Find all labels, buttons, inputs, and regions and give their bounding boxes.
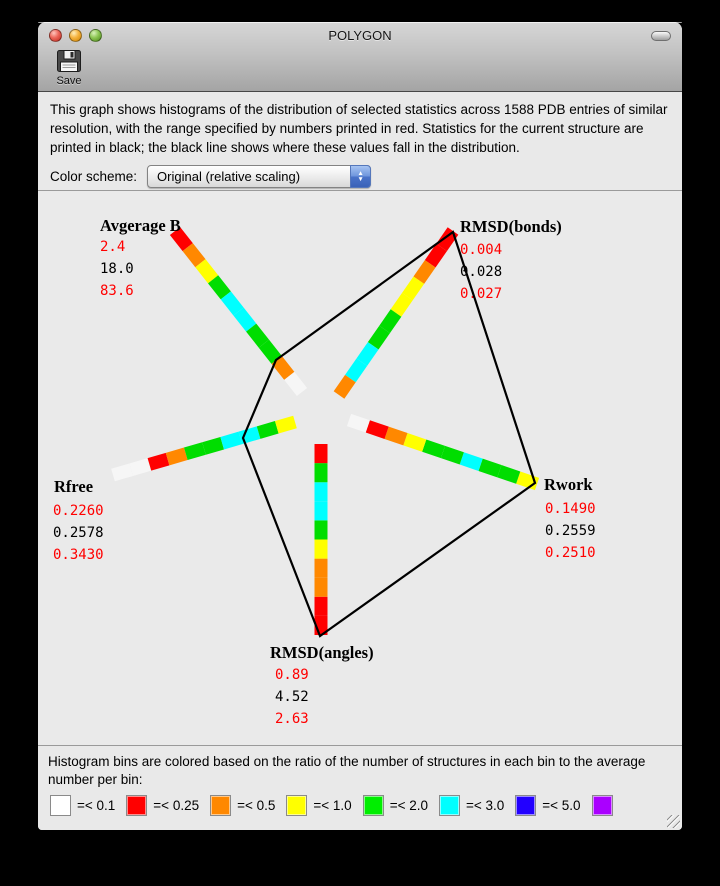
- color-scheme-label: Color scheme:: [50, 169, 138, 184]
- axis-max-value: 0.3430: [53, 547, 104, 563]
- histogram-segment: [168, 454, 186, 459]
- bin-swatch-red: [126, 795, 147, 816]
- histogram-segment: [113, 470, 131, 475]
- histogram-segment: [368, 426, 387, 432]
- axis-label: Avgerage B: [100, 216, 181, 235]
- histogram-segment: [131, 464, 149, 469]
- axis-current-value: 4.52: [275, 689, 309, 705]
- bin-swatch-green: [363, 795, 384, 816]
- histogram-segment: [186, 449, 204, 454]
- histogram-segment: [188, 247, 201, 263]
- axis-max-value: 2.63: [275, 711, 309, 727]
- legend-panel: [38, 746, 682, 830]
- legend-bin: [126, 795, 210, 816]
- histogram-segment: [239, 312, 252, 328]
- histogram-segment: [362, 346, 373, 362]
- axis-max-value: 0.027: [460, 286, 503, 302]
- axis-label: RMSD(bonds): [460, 217, 562, 236]
- axis-current-value: 0.2559: [545, 523, 596, 539]
- histogram-segment: [405, 439, 424, 445]
- legend-bin: [50, 795, 126, 816]
- bin-swatch-cyan: [439, 795, 460, 816]
- histogram-segment: [213, 279, 226, 295]
- histogram-segment: [200, 263, 213, 279]
- histogram-segment: [462, 458, 481, 464]
- resize-grip[interactable]: [667, 815, 680, 828]
- axis-label: Rfree: [54, 477, 94, 496]
- histogram-segment: [430, 247, 441, 263]
- histogram-segment: [499, 471, 518, 477]
- toolbar-toggle-button[interactable]: [651, 31, 671, 41]
- color-scheme-selected-value: Original (relative scaling): [157, 169, 301, 184]
- axis-min-value: 2.4: [100, 239, 126, 255]
- bin-label: =< 3.0: [465, 798, 505, 813]
- legend-bin: [210, 795, 286, 816]
- axis-max-value: 0.2510: [545, 545, 596, 561]
- axis-current-value: 0.2578: [53, 525, 104, 541]
- window-chrome: [38, 22, 682, 92]
- histogram-segment: [149, 459, 167, 464]
- bin-swatch-orange: [210, 795, 231, 816]
- select-stepper-icon: ▲ ▼: [350, 165, 371, 188]
- polygon-chart: [38, 191, 682, 745]
- histogram-segment: [204, 443, 222, 448]
- bin-swatch-blue: [515, 795, 536, 816]
- color-scheme-select[interactable]: [147, 165, 371, 188]
- save-button-label: Save: [56, 75, 82, 87]
- bin-label: =< 5.0: [542, 798, 581, 813]
- histogram-segment: [222, 438, 240, 443]
- legend-bin: [515, 795, 591, 816]
- bin-swatch-yellow: [286, 795, 307, 816]
- histogram-segment: [259, 427, 277, 432]
- bin-label: =< 0.5: [237, 798, 276, 813]
- window-title: POLYGON: [328, 28, 392, 43]
- histogram-segment: [443, 452, 462, 458]
- legend-text: Histogram bins are colored based on the ratio of the number of structures in each bin to the average number per bin:: [48, 754, 646, 787]
- histogram-segment: [424, 446, 443, 452]
- histogram-segment: [373, 329, 384, 345]
- axis-min-value: 0.2260: [53, 503, 104, 519]
- axis-label: RMSD(angles): [270, 643, 374, 662]
- histogram-segment: [277, 422, 295, 427]
- color-scheme-row: [50, 165, 670, 188]
- axis-current-value: 0.028: [460, 264, 503, 280]
- histogram-segment: [385, 313, 396, 329]
- legend-row: [50, 795, 672, 816]
- axis-min-value: 0.89: [275, 667, 309, 683]
- histogram-segment: [396, 297, 407, 313]
- axis-min-value: 0.1490: [545, 501, 596, 517]
- polygon-window: [38, 22, 682, 830]
- axis-current-value: 18.0: [100, 261, 134, 277]
- histogram-segment: [350, 362, 361, 378]
- axis-label: Rwork: [544, 475, 593, 494]
- bin-label: =< 2.0: [389, 798, 428, 813]
- histogram-segment: [387, 433, 406, 439]
- bin-swatch-white: [50, 795, 71, 816]
- save-button[interactable]: [46, 48, 92, 90]
- axis-max-value: 83.6: [100, 283, 134, 299]
- histogram-segment: [339, 379, 350, 395]
- histogram-segment: [289, 376, 302, 392]
- histogram-segment: [251, 328, 264, 344]
- floppy-disk-icon: [56, 49, 82, 74]
- bin-label: =< 1.0: [313, 798, 352, 813]
- description-panel: [38, 92, 682, 190]
- description-text: This graph shows histograms of the distribution of selected statistics across 1588 PDB entries of similar resolution, with the range specified by numbers printed in red. Statistics for the current structure are printed in black; the black line shows where these values fall in the distribution.: [50, 102, 668, 155]
- axis-min-value: 0.004: [460, 242, 503, 258]
- histogram-segment: [481, 465, 500, 471]
- histogram-segment: [419, 264, 430, 280]
- histogram-segment: [264, 344, 277, 360]
- plot-panel: [38, 190, 682, 746]
- legend-bin: [286, 795, 362, 816]
- titlebar[interactable]: [38, 22, 682, 48]
- histogram-segment: [277, 360, 290, 376]
- histogram-segment: [349, 420, 368, 426]
- histogram-segment: [226, 295, 239, 311]
- bin-label: =< 0.25: [153, 798, 200, 813]
- legend-bin: [592, 795, 619, 816]
- bin-label: =< 0.1: [77, 798, 116, 813]
- histogram-segment: [407, 280, 418, 296]
- legend-bin: [439, 795, 515, 816]
- bin-swatch-purple: [592, 795, 613, 816]
- legend-bin: [363, 795, 439, 816]
